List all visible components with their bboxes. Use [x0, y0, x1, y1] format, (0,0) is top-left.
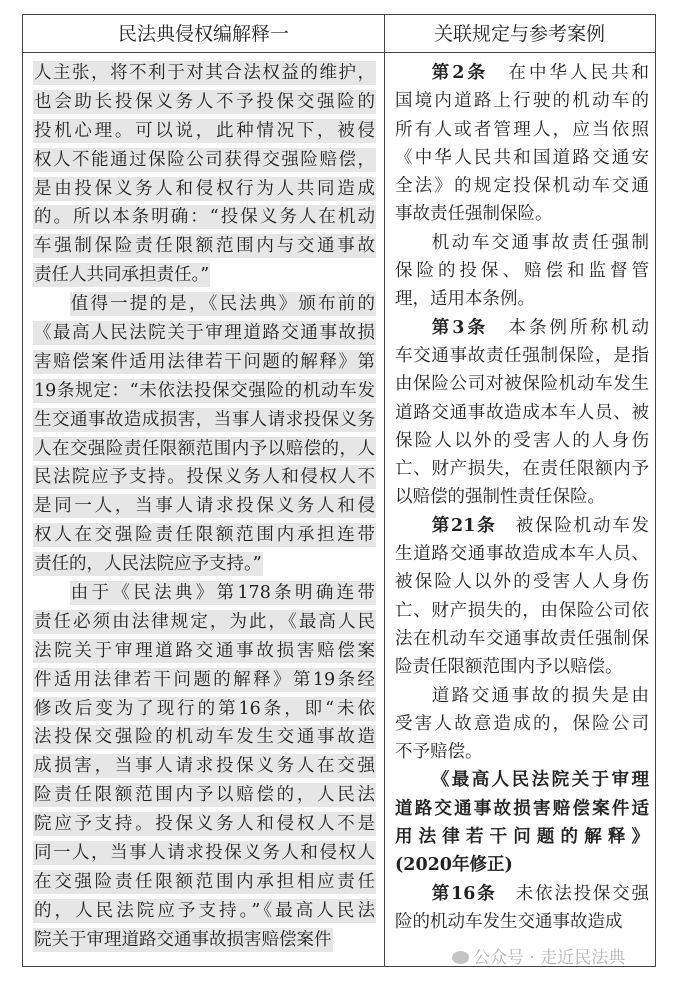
comparison-table [22, 14, 656, 967]
highlighted-text: 是同一人，当事人请求投保义务人和侵 [34, 496, 375, 517]
highlighted-text: 权人在交强险责任限额范围内承担连带 [34, 525, 375, 546]
highlighted-text: 《最高人民法院关于审理道路交通事故损 [34, 323, 375, 344]
provision-line [395, 455, 649, 483]
provision-text: 保险的投保、赔偿和监督管 [395, 261, 649, 282]
highlighted-text: 件适用法律若干问题的解释》第19条经 [34, 669, 375, 690]
provision-text: 保险人以外的受害人的人身伤 [395, 430, 649, 451]
highlighted-text: 成损害，当事人请求投保义务人在交强 [34, 756, 375, 777]
text-line [33, 88, 376, 117]
provision-text: 全法》的规定投保机动车交通 [395, 176, 649, 197]
provision-line [395, 597, 649, 625]
provision-text: 由保险公司对被保险机动车发生 [395, 374, 649, 395]
provision-line [395, 625, 649, 653]
right-column-header: 关联规定与参考案例 [384, 15, 655, 53]
wechat-icon [452, 951, 469, 964]
provision-line [395, 200, 649, 228]
provision-line [395, 427, 649, 455]
provision-text: 未依法投保交强 [496, 883, 649, 904]
highlighted-text: 责任的，人民法院应予支持。” [34, 554, 262, 575]
text-line [33, 666, 376, 695]
text-line [33, 810, 376, 839]
highlighted-text: 人主张，将不利于对其合法权益的维护， [34, 63, 375, 83]
highlighted-text: 同一人，当事人请求投保义务人和侵权人 [34, 843, 375, 864]
highlighted-text: 19条规定：“未依法投保交强险的机动车发 [34, 380, 375, 401]
provision-line [395, 682, 649, 710]
highlighted-text: 权人不能通过保险公司获得交强险赔偿， [34, 149, 375, 170]
highlighted-text: 在交强险责任限额范围内承担相应责任 [34, 871, 375, 892]
highlighted-text: 害赔偿案件适用法律若干问题的解释》第 [34, 351, 375, 372]
text-line [33, 695, 376, 724]
text-line [33, 608, 376, 637]
provision-line [395, 399, 649, 427]
text-line [33, 752, 376, 781]
provision-line [395, 908, 649, 936]
provision-text: 机动车交通事故责任强制 [431, 232, 649, 253]
provision-line [395, 257, 649, 285]
text-line [33, 146, 376, 175]
text-line [33, 723, 376, 752]
provision-text: 《中华人民共和国道路交通安 [395, 147, 649, 168]
provision-line [395, 540, 649, 568]
provision-line [395, 285, 649, 313]
text-line [33, 175, 376, 204]
provision-line [395, 229, 649, 257]
provision-text: 以赔偿的强制性责任保险。 [395, 487, 605, 508]
text-line [33, 521, 376, 550]
text-line [33, 406, 376, 435]
provision-line [395, 87, 649, 115]
highlighted-text: 也会助长投保义务人不予投保交强险的 [34, 91, 375, 112]
highlighted-text: 生交通事故造成损害，当事人请求投保义务 [34, 409, 375, 430]
provision-text: 国境内道路上行驶的机动车的 [395, 91, 649, 112]
text-line [33, 492, 376, 521]
article-number: 第21条 [431, 515, 497, 536]
highlighted-text: 投机心理。可以说，此种情况下，被侵 [34, 120, 375, 141]
text-line [33, 319, 376, 348]
provision-line [395, 766, 649, 794]
highlighted-text: 民法院应予支持。投保义务人和侵权人不 [34, 467, 375, 488]
text-line [33, 232, 376, 261]
provision-text: 车交通事故责任强制保险，是指 [395, 345, 649, 366]
text-line [33, 897, 376, 926]
provision-text: 险的机动车发生交通事故造成 [395, 911, 623, 932]
watermark [452, 948, 625, 968]
text-line [33, 550, 376, 579]
provision-text: 被保险机动车发 [496, 515, 649, 536]
text-line [33, 203, 376, 232]
provision-text: 本条例所称机动 [487, 317, 649, 338]
highlighted-text: 法投保交强险的机动车发生交通事故造 [34, 727, 375, 748]
provision-text: 不予赔偿。 [395, 742, 483, 763]
provision-line [395, 116, 649, 144]
provision-text: 受害人故意造成的，保险公司 [395, 713, 649, 734]
provision-text: 法在机动车交通事故责任强制保 [395, 628, 649, 649]
provision-text: 道路交通事故造成本车人员、被 [395, 402, 649, 423]
provision-line [395, 370, 649, 398]
related-provisions-column [395, 59, 649, 936]
provision-line [395, 880, 649, 908]
provision-line [395, 738, 649, 766]
article-number: (2020年修正) [395, 855, 513, 876]
provision-text: 亡、财产损失，在责任限额内予 [395, 459, 649, 480]
text-line [33, 261, 376, 290]
provision-text: 理，适用本条例。 [395, 289, 535, 310]
provision-line [395, 144, 649, 172]
provision-line [395, 512, 649, 540]
highlighted-text: 院应予支持。投保义务人和侵权人不是 [34, 814, 375, 835]
interpretation-column [33, 59, 376, 955]
provision-text: 所有人或者管理人，应当依照 [395, 119, 649, 140]
text-line [33, 781, 376, 810]
provision-text: 事故责任强制保险。 [395, 204, 553, 225]
column-divider [384, 15, 385, 966]
provision-line [395, 342, 649, 370]
provision-text: 在中华人民共和 [487, 63, 649, 83]
highlighted-text: 的。所以本条明确：“投保义务人在机动 [34, 207, 375, 228]
provision-text: 亡、财产损失的，由保险公司依 [395, 600, 649, 621]
provision-line [395, 823, 649, 851]
provision-line [395, 653, 649, 681]
article-number: 《最高人民法院关于审理 [431, 770, 649, 791]
article-number: 用法律若干问题的解释》 [395, 827, 649, 848]
highlighted-text: 车强制保险责任限额范围内与交通事故 [34, 236, 375, 257]
provision-line [395, 795, 649, 823]
provision-text: 道路交通事故的损失是由 [431, 685, 649, 706]
provision-line [395, 59, 649, 87]
article-number: 道路交通事故损害赔偿案件适 [395, 798, 649, 819]
provision-line [395, 710, 649, 738]
highlighted-text: 院关于审理道路交通事故损害赔偿案件 [34, 929, 332, 950]
text-line [33, 637, 376, 666]
provision-line [395, 314, 649, 342]
article-number: 第3条 [431, 317, 488, 338]
highlighted-text: 责任人共同承担责任。” [34, 265, 210, 286]
text-line [33, 579, 376, 608]
text-line [33, 435, 376, 464]
highlighted-text: 值得一提的是，《民法典》颁布前的 [70, 294, 375, 315]
watermark-text: 公众号 · 走近民法典 [473, 948, 626, 968]
highlighted-text: 是由投保义务人和侵权行为人共同造成 [34, 178, 375, 199]
text-line [33, 290, 376, 319]
provision-line [395, 172, 649, 200]
article-number: 第16条 [431, 883, 497, 904]
text-line [33, 348, 376, 377]
provision-text: 生道路交通事故造成本车人员、 [395, 544, 649, 565]
provision-line [395, 851, 649, 879]
article-number: 第2条 [431, 63, 488, 83]
provision-text: 被保险人以外的受害人人身伤 [395, 572, 649, 593]
text-line [33, 377, 376, 406]
text-line [33, 59, 376, 88]
text-line [33, 926, 376, 955]
highlighted-text: 险责任限额范围内予以赔偿的，人民法 [34, 785, 375, 806]
provision-text: 险责任限额范围内予以赔偿。 [395, 657, 623, 678]
provision-line [395, 568, 649, 596]
text-line [33, 839, 376, 868]
highlighted-text: 法院关于审理道路交通事故损害赔偿案 [34, 640, 375, 661]
provision-line [395, 483, 649, 511]
highlighted-text: 人在交强险责任限额范围内予以赔偿的，人 [34, 438, 375, 459]
text-line [33, 463, 376, 492]
highlighted-text: 的，人民法院应予支持。”《最高人民法 [34, 900, 375, 921]
text-line [33, 117, 376, 146]
highlighted-text: 由于《民法典》第178条明确连带 [70, 583, 375, 604]
left-column-header: 民法典侵权编解释一 [23, 15, 384, 53]
text-line [33, 868, 376, 897]
highlighted-text: 修改后变为了现行的第16条，即“未依 [34, 698, 375, 719]
highlighted-text: 责任必须由法律规定，为此，《最高人民 [34, 611, 375, 632]
